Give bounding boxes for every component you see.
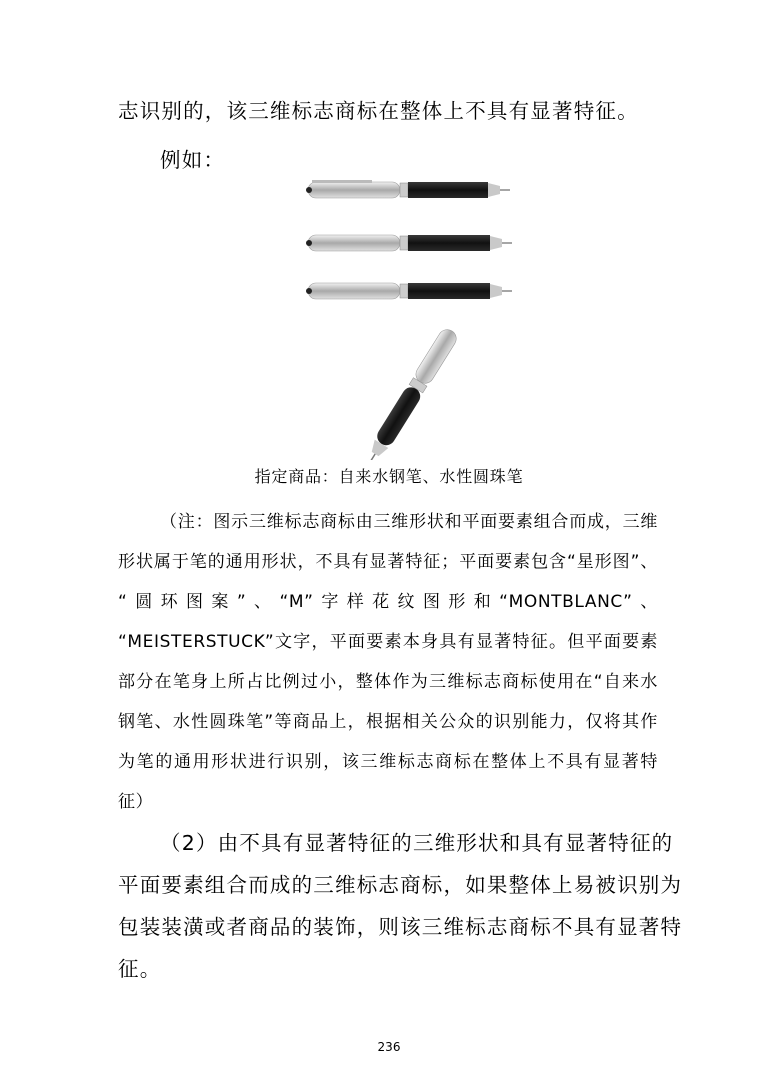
pen-horizontal-3 xyxy=(300,276,515,306)
note-line-3: “圆环图案”、“M”字样花纹图形和“MONTBLANC”、 xyxy=(118,592,658,612)
note-line-7: 为笔的通用形状进行识别，该三维标志商标在整体上不具有显著特 xyxy=(118,752,658,772)
para2-line-4: 征。 xyxy=(118,957,162,981)
note-line-1: （注：图示三维标志商标由三维形状和平面要素组合而成，三维 xyxy=(160,512,658,532)
note-line-2: 形状属于笔的通用形状，不具有显著特征；平面要素包含“星形图”、 xyxy=(118,552,658,572)
pen-diagonal xyxy=(360,315,475,460)
para2-line-2: 平面要素组合而成的三维标志商标，如果整体上易被识别为 xyxy=(118,873,683,897)
note-line-6: 钢笔、水性圆珠笔”等商品上，根据相关公众的识别能力，仅将其作 xyxy=(118,712,658,732)
note-line-8: 征） xyxy=(118,792,154,812)
pen-horizontal-2 xyxy=(300,228,515,258)
note-line-5: 部分在笔身上所占比例过小，整体作为三维标志商标使用在“自来水 xyxy=(118,672,658,692)
intro-line-1: 志识别的，该三维标志商标在整体上不具有显著特征。 xyxy=(118,99,639,123)
page-number: 236 xyxy=(377,1040,401,1054)
pen-horizontal-1 xyxy=(300,175,515,205)
figure-caption: 指定商品：自来水钢笔、水性圆珠笔 xyxy=(254,467,524,486)
intro-line-2: 例如： xyxy=(160,148,226,172)
para2-line-3: 包装装潢或者商品的装饰，则该三维标志商标不具有显著特 xyxy=(118,915,683,939)
note-line-4: “MEISTERSTUCK”文字，平面要素本身具有显著特征。但平面要素 xyxy=(118,632,658,652)
para2-line-1: （2）由不具有显著特征的三维形状和具有显著特征的 xyxy=(160,831,674,855)
